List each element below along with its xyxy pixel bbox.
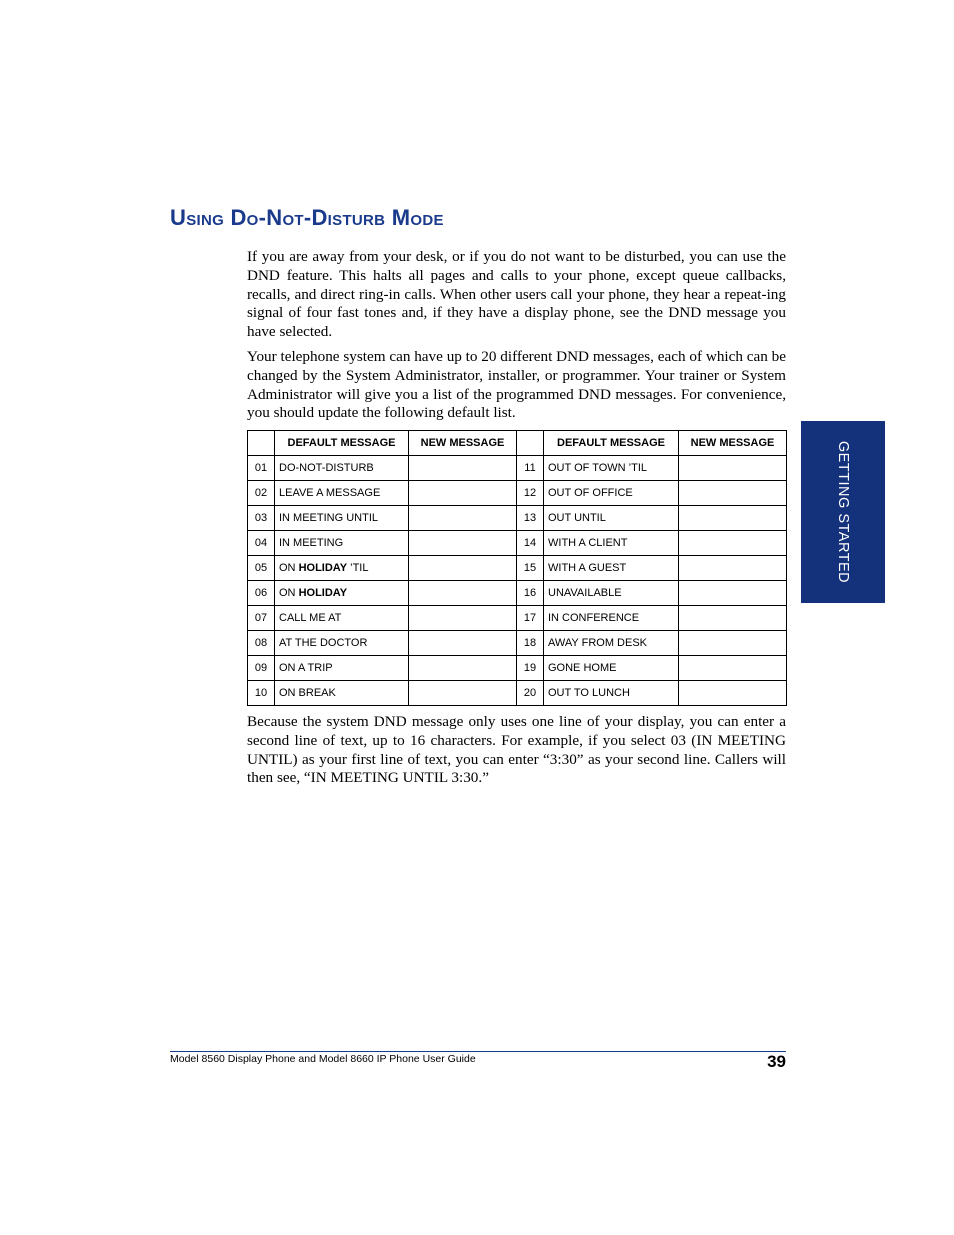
message-text: HOLIDAY xyxy=(298,587,348,599)
footer-guide-title: Model 8560 Display Phone and Model 8660 IP Phone User Guide xyxy=(170,1053,476,1065)
side-tab-label: GETTING STARTED xyxy=(835,440,851,584)
default-message-cell xyxy=(544,606,679,631)
message-number: 05 xyxy=(248,556,275,581)
table-row xyxy=(248,656,787,681)
message-number: 18 xyxy=(517,631,544,656)
message-text: GONE HOME xyxy=(548,662,617,674)
table-header-row xyxy=(248,431,787,456)
default-message-cell xyxy=(544,681,679,706)
table-row xyxy=(248,581,787,606)
message-number: 08 xyxy=(248,631,275,656)
section-side-tab xyxy=(801,421,885,603)
message-text: CALL ME AT xyxy=(279,612,342,624)
table-row xyxy=(248,456,787,481)
message-number: 16 xyxy=(517,581,544,606)
header-default-message-2: DEFAULT MESSAGE xyxy=(544,431,679,456)
new-message-cell xyxy=(679,606,787,631)
default-message-cell xyxy=(544,631,679,656)
default-message-cell xyxy=(544,481,679,506)
header-new-message-1: NEW MESSAGE xyxy=(409,431,517,456)
header-number-1 xyxy=(248,431,275,456)
message-text: OUT OF TOWN ’TIL xyxy=(548,462,648,474)
default-message-cell xyxy=(544,531,679,556)
message-text: ’TIL xyxy=(347,562,369,574)
new-message-cell xyxy=(679,681,787,706)
message-number: 02 xyxy=(248,481,275,506)
message-number: 20 xyxy=(517,681,544,706)
message-number: 19 xyxy=(517,656,544,681)
message-text: WITH A CLIENT xyxy=(548,537,628,549)
header-number-2 xyxy=(517,431,544,456)
footer-rule xyxy=(170,1051,786,1052)
dnd-messages-paragraph: Your telephone system can have up to 20 different DND messages, each of which can be changed by the System Administrator, installer, or programmer. Your trainer or System Administrator will give you a list of the programmed DND messages. For convenience, you should update the following default list. xyxy=(247,348,786,422)
message-number: 12 xyxy=(517,481,544,506)
page-title: Using Do-Not-Disturb Mode xyxy=(170,205,444,230)
message-text: AT THE DOCTOR xyxy=(279,637,368,649)
new-message-cell xyxy=(409,581,517,606)
default-message-cell xyxy=(275,681,409,706)
new-message-cell xyxy=(679,656,787,681)
default-message-cell xyxy=(544,581,679,606)
message-number: 17 xyxy=(517,606,544,631)
dnd-messages-table xyxy=(247,430,787,706)
new-message-cell xyxy=(409,606,517,631)
message-text: ON xyxy=(279,587,299,599)
new-message-cell xyxy=(679,631,787,656)
message-number: 04 xyxy=(248,531,275,556)
table-row xyxy=(248,506,787,531)
message-text: AWAY FROM DESK xyxy=(548,637,648,649)
default-message-cell xyxy=(275,456,409,481)
table-row xyxy=(248,631,787,656)
message-number: 06 xyxy=(248,581,275,606)
default-message-cell xyxy=(275,631,409,656)
table-row xyxy=(248,681,787,706)
table-row xyxy=(248,606,787,631)
new-message-cell xyxy=(679,506,787,531)
new-message-cell xyxy=(679,556,787,581)
table-row xyxy=(248,556,787,581)
message-text: OUT TO LUNCH xyxy=(548,687,630,699)
message-text: ON BREAK xyxy=(279,687,336,699)
default-message-cell xyxy=(275,506,409,531)
message-number: 14 xyxy=(517,531,544,556)
header-new-message-2: NEW MESSAGE xyxy=(679,431,787,456)
message-text: ON xyxy=(279,562,299,574)
new-message-cell xyxy=(409,456,517,481)
new-message-cell xyxy=(409,556,517,581)
new-message-cell xyxy=(679,481,787,506)
message-text: IN CONFERENCE xyxy=(548,612,640,624)
table-row xyxy=(248,481,787,506)
new-message-cell xyxy=(409,481,517,506)
message-number: 15 xyxy=(517,556,544,581)
message-number: 01 xyxy=(248,456,275,481)
message-number: 13 xyxy=(517,506,544,531)
message-text: HOLIDAY xyxy=(298,562,348,574)
message-text: WITH A GUEST xyxy=(548,562,627,574)
new-message-cell xyxy=(679,456,787,481)
message-number: 10 xyxy=(248,681,275,706)
default-message-cell xyxy=(544,506,679,531)
default-message-cell xyxy=(544,656,679,681)
new-message-cell xyxy=(679,531,787,556)
new-message-cell xyxy=(409,506,517,531)
message-text: LEAVE A MESSAGE xyxy=(279,487,381,499)
new-message-cell xyxy=(409,531,517,556)
message-text: OUT UNTIL xyxy=(548,512,606,524)
message-number: 03 xyxy=(248,506,275,531)
default-message-cell xyxy=(544,456,679,481)
message-text: ON A TRIP xyxy=(279,662,333,674)
default-message-cell xyxy=(275,656,409,681)
default-message-cell xyxy=(275,581,409,606)
new-message-cell xyxy=(409,631,517,656)
second-line-paragraph: Because the system DND message only uses one line of your display, you can enter a second line of text, up to 16 characters. For example, if you select 03 (IN MEETING UNTIL) as your first line of text, you can enter “3:30” as your second line. Callers will then see, “IN MEETING UNTIL 3:30.” xyxy=(247,713,786,787)
new-message-cell xyxy=(679,581,787,606)
message-text: DO-NOT-DISTURB xyxy=(279,462,374,474)
message-number: 09 xyxy=(248,656,275,681)
header-default-message-1: DEFAULT MESSAGE xyxy=(275,431,409,456)
intro-paragraph: If you are away from your desk, or if you do not want to be disturbed, you can use the DND feature. This halts all pages and calls to your phone, except queue callbacks, recalls, and direct ring-in calls. When other users call your phone, they hear a repeat-ing signal of four fast tones and, if they have a display phone, see the DND message you have selected. xyxy=(247,248,786,341)
new-message-cell xyxy=(409,681,517,706)
page-number: 39 xyxy=(767,1052,786,1071)
message-text: IN MEETING UNTIL xyxy=(279,512,379,524)
table-row xyxy=(248,531,787,556)
default-message-cell xyxy=(275,556,409,581)
message-number: 11 xyxy=(517,456,544,481)
message-number: 07 xyxy=(248,606,275,631)
default-message-cell xyxy=(275,531,409,556)
default-message-cell xyxy=(275,481,409,506)
default-message-cell xyxy=(544,556,679,581)
message-text: UNAVAILABLE xyxy=(548,587,622,599)
default-message-cell xyxy=(275,606,409,631)
message-text: OUT OF OFFICE xyxy=(548,487,633,499)
new-message-cell xyxy=(409,656,517,681)
message-text: IN MEETING xyxy=(279,537,344,549)
